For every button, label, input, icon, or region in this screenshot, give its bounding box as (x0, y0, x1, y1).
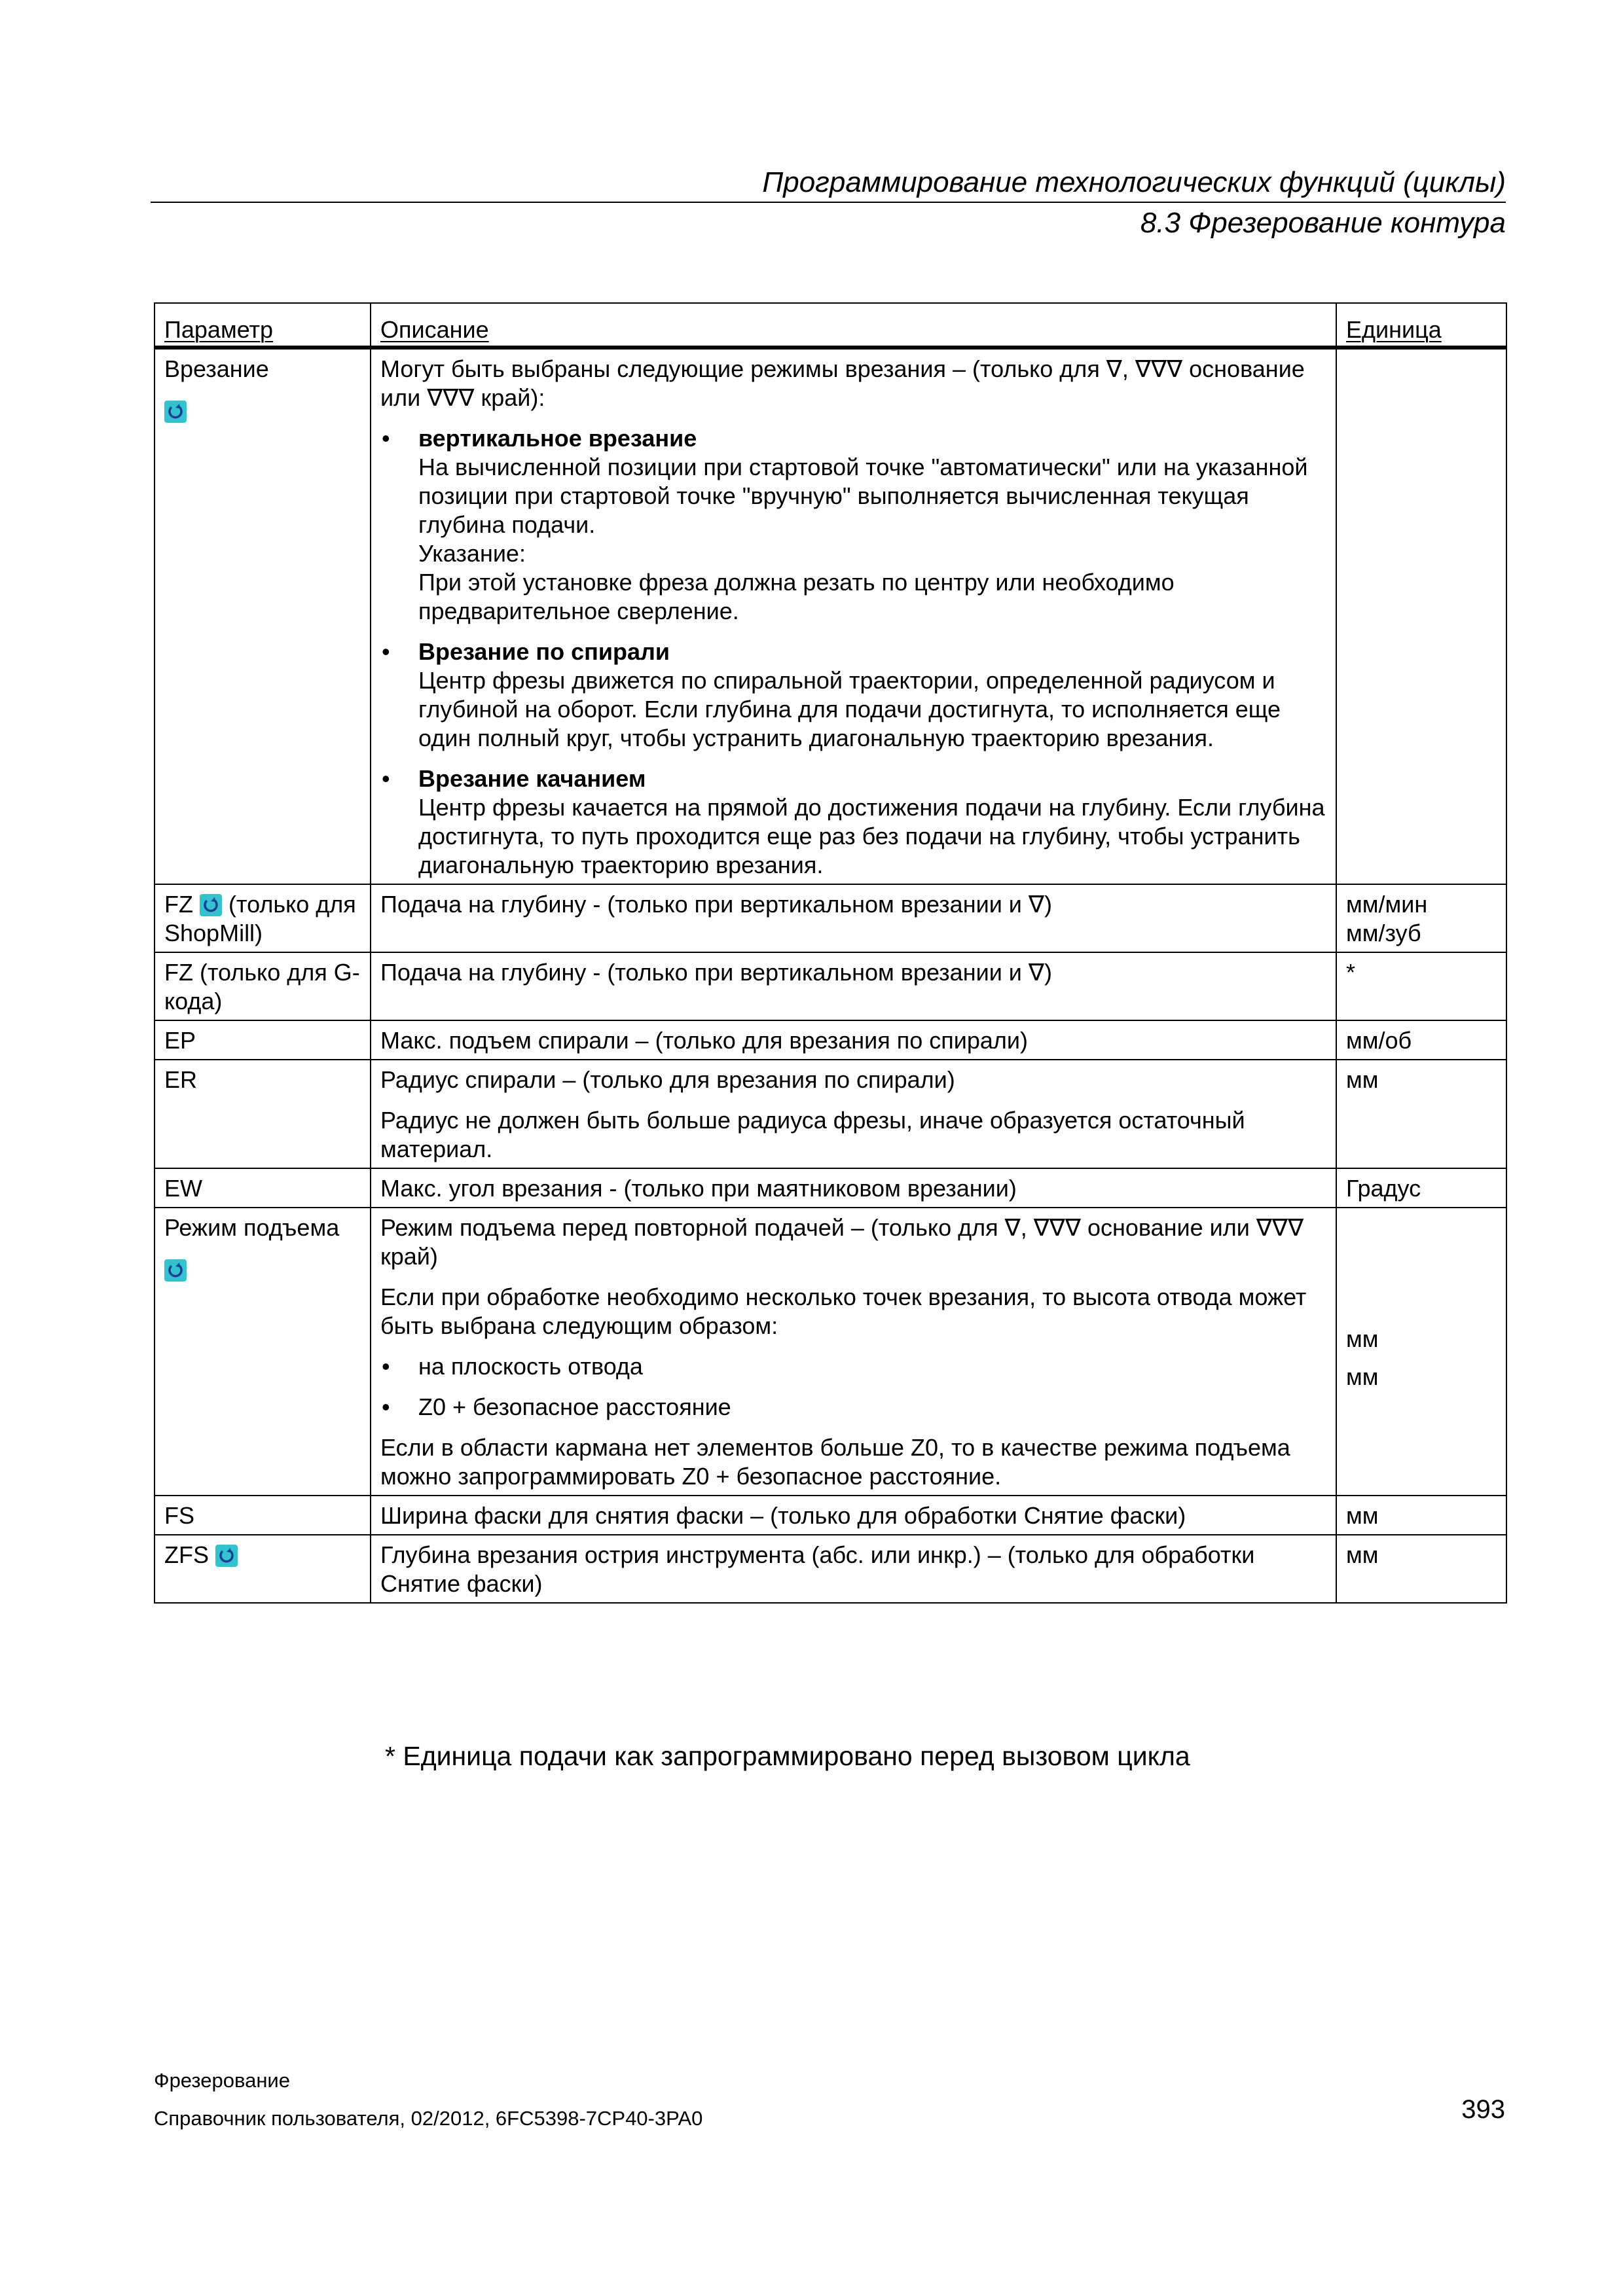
param-qualifier: (только для ShopMill) (164, 891, 356, 946)
description-cell: Макс. подъем спирали – (только для врезания по спирали) (371, 1020, 1336, 1060)
description-cell (371, 1060, 1336, 1168)
list-item (380, 1393, 1326, 1422)
cycle-toggle-icon (164, 1259, 187, 1282)
unit-cell: Градус (1336, 1168, 1506, 1208)
unit-cell (1336, 1208, 1506, 1496)
bullet-icon: • (382, 1393, 390, 1420)
unit-value: мм/мин (1346, 891, 1428, 918)
table-row (155, 1020, 1506, 1060)
unit-cell (1336, 348, 1506, 884)
unit-cell: * (1336, 952, 1506, 1020)
param-name: Врезание (164, 355, 269, 382)
table-row (155, 952, 1506, 1020)
unit-value: мм (1346, 1325, 1379, 1352)
unit-cell: мм (1336, 1496, 1506, 1535)
table-row (155, 1496, 1506, 1535)
bullet-icon: • (382, 425, 390, 452)
table-header-row (155, 303, 1506, 348)
bullet-text: Z0 + безопасное расстояние (418, 1393, 731, 1420)
description-cell (371, 348, 1336, 884)
bullet-icon: • (382, 638, 390, 665)
column-header-description: Описание (371, 303, 1336, 348)
footer-book-title: Фрезерование (154, 2069, 290, 2092)
page-number: 393 (1461, 2095, 1505, 2124)
list-item (380, 1352, 1326, 1381)
header-rule (151, 202, 1506, 203)
param-cell (155, 1208, 371, 1496)
param-cell (155, 348, 371, 884)
description-cell (371, 1208, 1336, 1496)
param-cell (155, 1535, 371, 1603)
description-text: Режим подъема перед повторной подачей – (только для ∇, ∇∇∇ основание или ∇∇∇ край) (380, 1214, 1304, 1270)
bullet-icon: • (382, 1353, 390, 1380)
bullet-title: вертикальное врезание (418, 425, 697, 452)
description-text: Радиус спирали – (только для врезания по спирали) (380, 1066, 955, 1093)
footnote: * Единица подачи как запрограммировано перед вызовом цикла (385, 1741, 1190, 1771)
param-cell: ER (155, 1060, 371, 1168)
unit-value: мм/зуб (1346, 920, 1421, 946)
bullet-text: на плоскость отвода (418, 1353, 643, 1380)
unit-value: мм (1346, 1363, 1379, 1390)
description-cell: Макс. угол врезания - (только при маятниковом врезании) (371, 1168, 1336, 1208)
table-row (155, 1168, 1506, 1208)
description-cell: Глубина врезания острия инструмента (абс. или инкр.) – (только для обработки Снятие фаски) (371, 1535, 1336, 1603)
param-cell: FS (155, 1496, 371, 1535)
table-row (155, 348, 1506, 884)
unit-cell: мм (1336, 1060, 1506, 1168)
list-item (380, 764, 1326, 793)
note-label: Указание: (418, 540, 526, 567)
table-row (155, 1535, 1506, 1603)
bullet-text: Центр фрезы качается на прямой до достижения подачи на глубину. Если глубина достигнута, то путь проходится еще раз без подачи на глубину, чтобы устранить диагональную траекторию врезания. (418, 794, 1325, 878)
param-name: ZFS (164, 1541, 209, 1568)
footer-manual-info: Справочник пользователя, 02/2012, 6FC5398-7CP40-3PA0 (154, 2107, 703, 2130)
cycle-toggle-icon (215, 1545, 238, 1567)
cycle-toggle-icon (164, 401, 187, 423)
chapter-title: Программирование технологических функций (циклы) (762, 166, 1506, 198)
bullet-title: Врезание качанием (418, 765, 646, 792)
unit-cell (1336, 884, 1506, 952)
list-item (380, 637, 1326, 666)
param-name: Режим подъема (164, 1214, 340, 1241)
param-cell: EP (155, 1020, 371, 1060)
bullet-icon: • (382, 765, 390, 792)
note-text: При этой установке фреза должна резать по центру или необходимо предварительное сверление. (418, 569, 1175, 624)
parameter-table (154, 302, 1507, 1604)
unit-cell: мм/об (1336, 1020, 1506, 1060)
table-row (155, 884, 1506, 952)
plunge-intro: Могут быть выбраны следующие режимы врезания – (только для ∇, ∇∇∇ основание или ∇∇∇ край): (380, 355, 1305, 411)
cycle-toggle-icon (200, 894, 222, 916)
description-cell: Подача на глубину - (только при вертикальном врезании и ∇) (371, 884, 1336, 952)
description-text: Радиус не должен быть больше радиуса фрезы, иначе образуется остаточный материал. (380, 1107, 1245, 1162)
column-header-unit: Единица (1336, 303, 1506, 348)
bullet-title: Врезание по спирали (418, 638, 670, 665)
description-cell: Ширина фаски для снятия фаски – (только для обработки Снятие фаски) (371, 1496, 1336, 1535)
unit-cell: мм (1336, 1535, 1506, 1603)
param-cell (155, 884, 371, 952)
list-item (380, 424, 1326, 453)
param-cell: FZ (только для G-кода) (155, 952, 371, 1020)
param-name: FZ (164, 891, 193, 918)
param-cell: EW (155, 1168, 371, 1208)
bullet-text: На вычисленной позиции при стартовой точке "автоматически" или на указанной позиции при стартовой точке "вручную" выполняется вычисленная текущая глубина подачи. (418, 454, 1308, 538)
bullet-text: Центр фрезы движется по спиральной траектории, определенной радиусом и глубиной на оборот. Если глубина для подачи достигнута, то исполняется еще один полный круг, чтобы устранить диагональную траекторию врезания. (418, 667, 1281, 751)
description-cell: Подача на глубину - (только при вертикальном врезании и ∇) (371, 952, 1336, 1020)
description-text: Если при обработке необходимо несколько точек врезания, то высота отвода может быть выбрана следующим образом: (380, 1283, 1307, 1339)
table-row (155, 1208, 1506, 1496)
description-text: Если в области кармана нет элементов больше Z0, то в качестве режима подъема можно запрограммировать Z0 + безопасное расстояние. (380, 1434, 1290, 1490)
column-header-parameter: Параметр (155, 303, 371, 348)
table-row (155, 1060, 1506, 1168)
section-title: 8.3 Фрезерование контура (1140, 207, 1506, 239)
